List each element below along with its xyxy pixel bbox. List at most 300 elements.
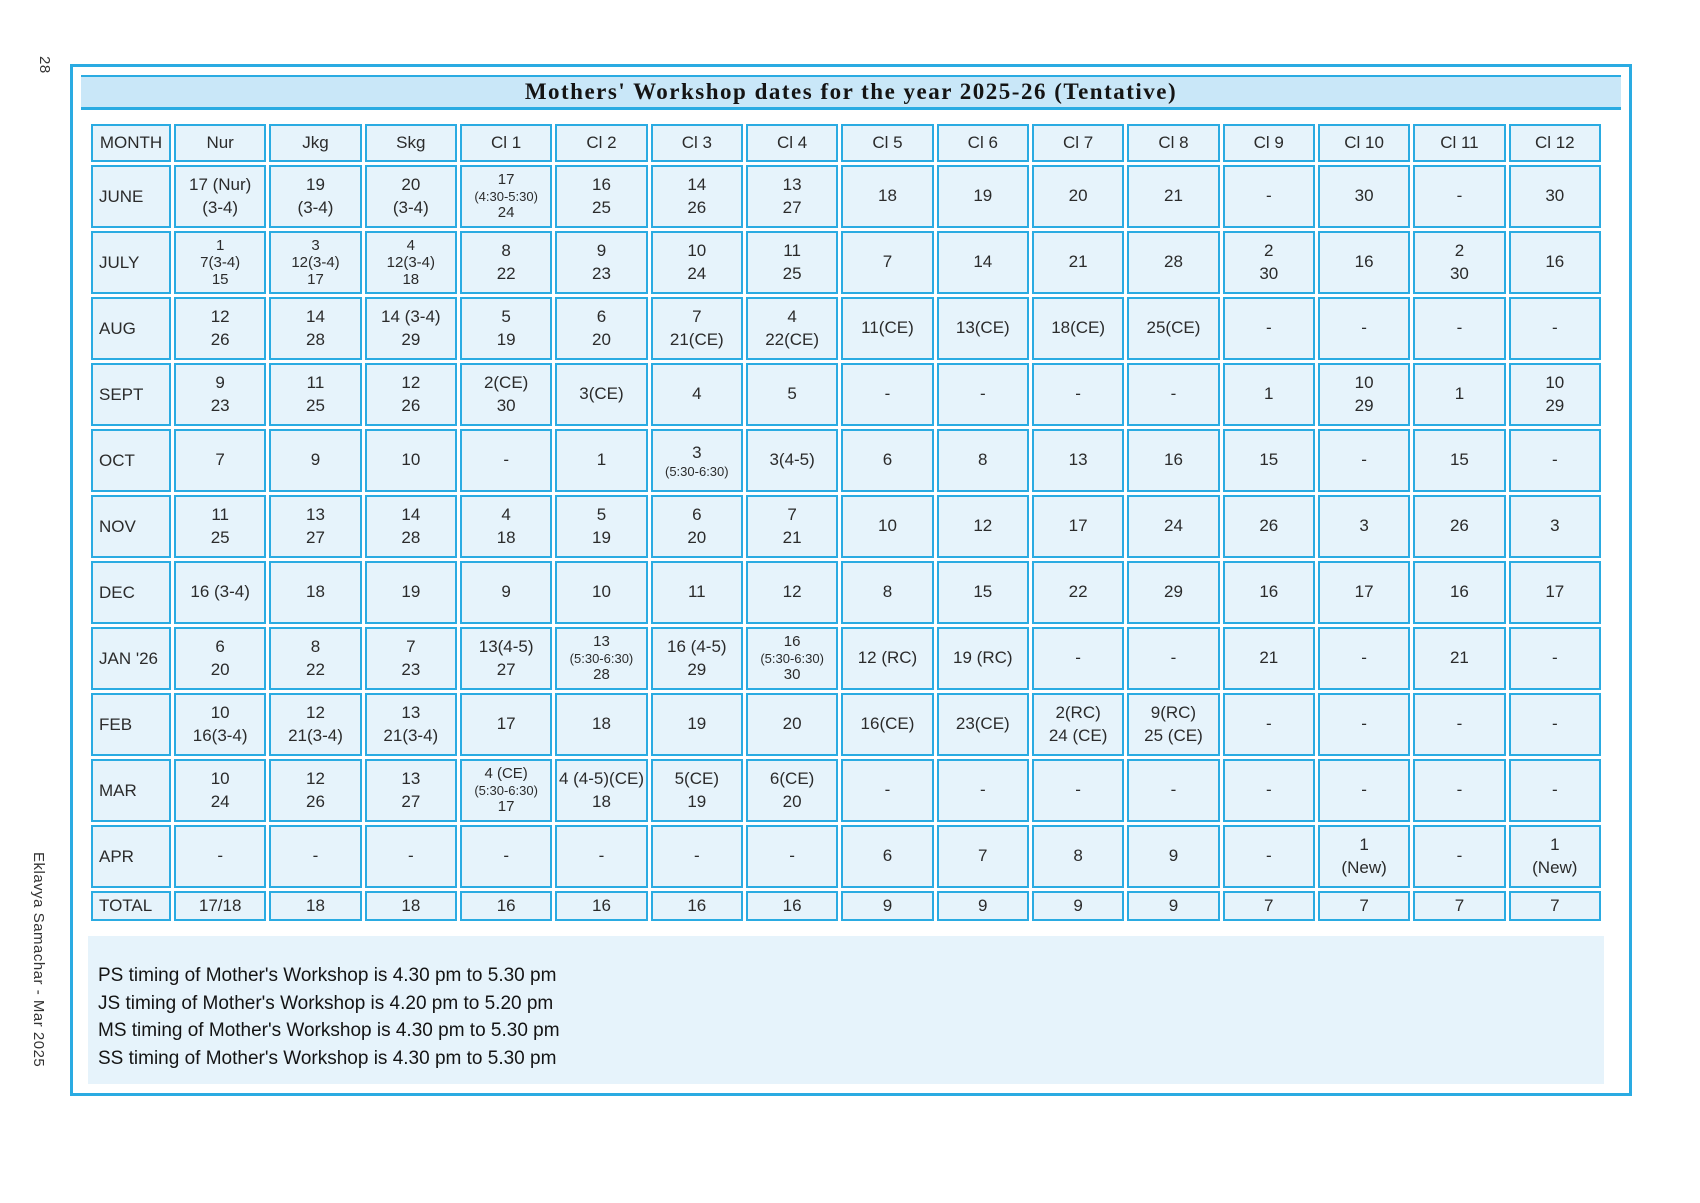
- cell-line: 13: [401, 703, 421, 723]
- cell-line: 23: [592, 263, 611, 283]
- cell-line: 16 (3-4): [190, 582, 250, 602]
- cell-line: 12: [401, 373, 421, 393]
- cell-line: 17/18: [198, 895, 242, 915]
- cell-line: 10: [1354, 373, 1374, 393]
- cell-line: -: [789, 846, 795, 866]
- table-cell: [1509, 627, 1601, 690]
- cell-line: 22: [306, 659, 325, 679]
- cell-line: -: [1265, 714, 1272, 734]
- table-body: [91, 165, 1601, 921]
- table-cell: [1413, 165, 1505, 228]
- table-cell: [1032, 825, 1124, 888]
- cell-line: 14: [306, 307, 325, 327]
- cell-line: 7: [1550, 895, 1560, 915]
- cell-line: 16(CE): [860, 714, 915, 734]
- table-cell: [1413, 363, 1505, 426]
- table-row: [91, 825, 1601, 888]
- table-cell: [1127, 825, 1219, 888]
- row-month-label: JUNE: [91, 165, 171, 228]
- table-cell: [1318, 693, 1410, 756]
- cell-line: 16: [1354, 252, 1374, 272]
- table-row: [91, 759, 1601, 822]
- table-cell: [651, 825, 743, 888]
- cell-line: 9: [1168, 895, 1179, 915]
- table-cell: [365, 561, 457, 624]
- cell-line: 10: [401, 450, 421, 470]
- cell-line: 26: [210, 329, 230, 349]
- table-cell: [1509, 693, 1601, 756]
- row-month-label: SEPT: [91, 363, 171, 426]
- table-cell: [365, 165, 457, 228]
- cell-line: 5: [596, 505, 607, 525]
- cell-line: 7: [692, 307, 702, 327]
- cell-line: 8: [978, 450, 988, 470]
- table-cell: [1318, 561, 1410, 624]
- cell-line: 4: [692, 384, 702, 404]
- table-cell: [365, 297, 457, 360]
- cell-line: 19: [496, 329, 516, 349]
- cell-line: 26: [687, 197, 707, 217]
- cell-line: -: [503, 450, 509, 470]
- cell-line: -: [1075, 648, 1081, 668]
- cell-line: 18: [306, 582, 325, 602]
- column-header: Cl 4: [746, 124, 838, 162]
- cell-line: -: [1170, 648, 1177, 668]
- cell-line: 27: [401, 791, 421, 811]
- cell-line: 6: [215, 637, 225, 657]
- cell-line: 7: [978, 846, 988, 866]
- cell-line: -: [1265, 780, 1272, 800]
- cell-line: 18: [592, 791, 611, 811]
- note-line: JS timing of Mother's Workshop is 4.20 pm to 5.20 pm: [98, 992, 554, 1014]
- table-cell: [1223, 693, 1315, 756]
- table-cell: [937, 825, 1029, 888]
- cell-line: -: [1170, 780, 1177, 800]
- cell-line: 20: [592, 329, 611, 349]
- cell-line: 15: [1259, 450, 1279, 470]
- table-row: [91, 429, 1601, 492]
- column-header: Cl 7: [1032, 124, 1124, 162]
- table-cell: [1032, 495, 1124, 558]
- cell-line: (4:30-5:30): [474, 188, 538, 204]
- column-header: Cl 3: [651, 124, 743, 162]
- cell-line: -: [1361, 714, 1367, 734]
- cell-line: 19: [401, 582, 421, 602]
- table-cell: [1223, 627, 1315, 690]
- table-cell: [269, 759, 361, 822]
- cell-line: -: [1265, 186, 1272, 206]
- cell-line: 12: [210, 307, 230, 327]
- cell-line: 21(CE): [669, 329, 724, 349]
- table-cell: [841, 759, 933, 822]
- cell-line: 10: [210, 703, 230, 723]
- table-cell: [365, 495, 457, 558]
- table-cell: [937, 363, 1029, 426]
- cell-line: 24: [210, 791, 230, 811]
- table-cell: [1127, 627, 1219, 690]
- table-cell: [1509, 231, 1601, 294]
- cell-line: 9: [310, 450, 321, 470]
- cell-line: 7: [1454, 895, 1465, 915]
- cell-line: -: [1551, 714, 1558, 734]
- cell-line: 18: [402, 271, 420, 289]
- note-line: SS timing of Mother's Workshop is 4.30 pm to 5.30 pm: [98, 1047, 557, 1069]
- table-cell: [1127, 429, 1219, 492]
- cell-line: -: [1361, 648, 1367, 668]
- cell-line: 4: [406, 236, 415, 254]
- cell-line: 29: [1354, 395, 1374, 415]
- row-month-label: JAN '26: [91, 627, 171, 690]
- table-cell: [1223, 561, 1315, 624]
- cell-line: 4: [501, 505, 511, 525]
- cell-line: 17: [1068, 516, 1088, 536]
- table-cell: [269, 231, 361, 294]
- cell-line: (3-4): [392, 197, 429, 217]
- row-month-label: MAR: [91, 759, 171, 822]
- cell-line: (5:30-6:30): [474, 782, 538, 798]
- table-cell: [555, 825, 647, 888]
- table-cell: [365, 231, 457, 294]
- row-month-label: TOTAL: [91, 891, 171, 921]
- cell-line: 21: [1259, 648, 1279, 668]
- table-cell: [841, 825, 933, 888]
- cell-line: 20: [210, 659, 230, 679]
- cell-line: 12: [306, 769, 325, 789]
- table-cell: [1509, 561, 1601, 624]
- row-month-label: NOV: [91, 495, 171, 558]
- column-header: Jkg: [269, 124, 361, 162]
- table-cell: [1413, 429, 1505, 492]
- table-cell: [555, 429, 647, 492]
- cell-line: 7: [1359, 895, 1369, 915]
- table-cell: [651, 759, 743, 822]
- table-cell: [269, 297, 361, 360]
- column-header: Nur: [174, 124, 266, 162]
- cell-line: 17: [1354, 582, 1374, 602]
- table-cell: [1032, 561, 1124, 624]
- table-cell: [365, 825, 457, 888]
- cell-line: 22: [1068, 582, 1088, 602]
- cell-line: 5(CE): [674, 769, 719, 789]
- column-header: Cl 2: [555, 124, 647, 162]
- table-cell: [555, 231, 647, 294]
- table-cell: [1032, 891, 1124, 921]
- cell-line: 27: [306, 527, 325, 547]
- cell-line: 1: [596, 450, 607, 470]
- table-cell: [1318, 165, 1410, 228]
- cell-line: 30: [496, 395, 516, 415]
- cell-line: (5:30-6:30): [760, 650, 824, 666]
- cell-line: 8: [882, 582, 893, 602]
- cell-line: 3: [311, 236, 320, 254]
- cell-line: 4 (4-5)(CE): [558, 769, 644, 789]
- table-cell: [841, 429, 933, 492]
- cell-line: 13: [782, 175, 802, 195]
- cell-line: 11: [687, 582, 706, 602]
- table-cell: [1413, 825, 1505, 888]
- cell-line: 30: [1354, 186, 1374, 206]
- table-cell: [937, 561, 1029, 624]
- table-cell: [937, 693, 1029, 756]
- cell-line: 20: [782, 714, 802, 734]
- table-cell: [1318, 825, 1410, 888]
- cell-line: 23(CE): [955, 714, 1010, 734]
- table-cell: [746, 759, 838, 822]
- table-cell: [1509, 759, 1601, 822]
- cell-line: 28: [1163, 252, 1183, 272]
- cell-line: 1: [1454, 384, 1465, 404]
- table-cell: [269, 627, 361, 690]
- table-cell: [1413, 759, 1505, 822]
- table-cell: [651, 165, 743, 228]
- cell-line: 28: [593, 666, 610, 684]
- table-cell: [365, 429, 457, 492]
- cell-line: 12: [306, 703, 325, 723]
- cell-line: 13: [1068, 450, 1088, 470]
- cell-line: (New): [1532, 857, 1578, 877]
- cell-line: 17 (Nur): [188, 175, 252, 195]
- cell-line: 16: [1545, 252, 1565, 272]
- cell-line: 9: [596, 241, 607, 261]
- table-cell: [365, 891, 457, 921]
- table-cell: [841, 495, 933, 558]
- cell-line: 30: [1545, 186, 1565, 206]
- page-frame: [70, 64, 1632, 1096]
- cell-line: 28: [401, 527, 421, 547]
- table-cell: [1127, 693, 1219, 756]
- cell-line: 9(RC): [1150, 703, 1197, 723]
- table-cell: [1127, 297, 1219, 360]
- table-cell: [651, 363, 743, 426]
- table-cell: [174, 363, 266, 426]
- table-cell: [651, 297, 743, 360]
- table-cell: [746, 891, 838, 921]
- table-cell: [1223, 825, 1315, 888]
- cell-line: 17: [1545, 582, 1565, 602]
- cell-line: 12(3-4): [291, 253, 340, 271]
- table-cell: [651, 561, 743, 624]
- cell-line: 16(3-4): [192, 725, 248, 745]
- cell-line: 29: [1163, 582, 1183, 602]
- table-cell: [937, 231, 1029, 294]
- table-cell: [1223, 495, 1315, 558]
- cell-line: 23: [210, 395, 230, 415]
- cell-line: 2(RC): [1055, 703, 1101, 723]
- table-cell: [746, 363, 838, 426]
- column-header: Cl 6: [937, 124, 1029, 162]
- cell-line: 21: [1163, 186, 1183, 206]
- cell-line: 8: [1073, 846, 1083, 866]
- table-cell: [746, 495, 838, 558]
- cell-line: 14: [401, 505, 421, 525]
- cell-line: 16: [783, 633, 801, 651]
- table-cell: [1127, 165, 1219, 228]
- cell-line: 13: [401, 769, 421, 789]
- table-cell: [1413, 891, 1505, 921]
- table-cell: [746, 561, 838, 624]
- table-cell: [174, 429, 266, 492]
- column-header: MONTH: [91, 124, 171, 162]
- table-row: [91, 561, 1601, 624]
- table-cell: [365, 759, 457, 822]
- cell-line: (5:30-6:30): [569, 650, 634, 666]
- cell-line: 10: [1545, 373, 1565, 393]
- cell-line: 18: [306, 895, 325, 915]
- cell-line: 12(3-4): [386, 253, 435, 271]
- cell-line: -: [1456, 780, 1463, 800]
- table-cell: [174, 297, 266, 360]
- cell-line: 7: [787, 505, 797, 525]
- table-cell: [937, 495, 1029, 558]
- row-month-label: AUG: [91, 297, 171, 360]
- table-cell: [1127, 561, 1219, 624]
- cell-line: 7: [1264, 895, 1274, 915]
- cell-line: 21: [1068, 252, 1088, 272]
- cell-line: 6: [596, 307, 607, 327]
- table-cell: [841, 231, 933, 294]
- cell-line: 13: [306, 505, 325, 525]
- cell-line: 30: [1259, 263, 1279, 283]
- table-cell: [460, 561, 552, 624]
- cell-line: 13: [593, 633, 610, 651]
- table-cell: [1509, 825, 1601, 888]
- column-header: Cl 1: [460, 124, 552, 162]
- cell-line: 30: [1449, 263, 1469, 283]
- column-header: Cl 11: [1413, 124, 1505, 162]
- cell-line: 15: [1449, 450, 1469, 470]
- table-cell: [1318, 363, 1410, 426]
- cell-line: 24: [497, 204, 515, 222]
- cell-line: 16: [592, 175, 611, 195]
- table-cell: [937, 165, 1029, 228]
- table-cell: [746, 429, 838, 492]
- cell-line: 5: [501, 307, 511, 327]
- cell-line: (3-4): [202, 197, 239, 217]
- cell-line: 7: [406, 637, 416, 657]
- workshop-table: [88, 121, 1604, 924]
- cell-line: 25: [592, 197, 611, 217]
- cell-line: 29: [401, 329, 421, 349]
- cell-line: 20: [1068, 186, 1088, 206]
- cell-line: -: [1265, 318, 1272, 338]
- table-cell: [460, 693, 552, 756]
- cell-line: 16 (4-5): [667, 637, 727, 657]
- cell-line: -: [1551, 318, 1558, 338]
- table-cell: [555, 759, 647, 822]
- cell-line: 19: [306, 175, 325, 195]
- cell-line: 3(CE): [579, 384, 624, 404]
- table-cell: [1032, 627, 1124, 690]
- table-cell: [1127, 891, 1219, 921]
- cell-line: 12: [973, 516, 993, 536]
- cell-line: 18: [592, 714, 611, 734]
- cell-line: 15: [211, 271, 229, 289]
- cell-line: 14 (3-4): [381, 307, 441, 327]
- table-row: [91, 297, 1601, 360]
- row-month-label: OCT: [91, 429, 171, 492]
- table-cell: [174, 891, 266, 921]
- cell-line: 24 (CE): [1048, 725, 1108, 745]
- note-line: MS timing of Mother's Workshop is 4.30 pm to 5.30 pm: [98, 1020, 560, 1042]
- table-cell: [269, 495, 361, 558]
- cell-line: 29: [687, 659, 707, 679]
- table-cell: [746, 297, 838, 360]
- table-row: [91, 165, 1601, 228]
- table-cell: [174, 231, 266, 294]
- cell-line: 25: [210, 527, 230, 547]
- table-cell: [1318, 891, 1410, 921]
- table-cell: [841, 891, 933, 921]
- cell-line: -: [1075, 780, 1081, 800]
- cell-line: 13(CE): [955, 318, 1010, 338]
- table-cell: [174, 627, 266, 690]
- cell-line: 9: [978, 895, 988, 915]
- cell-line: 10: [592, 582, 611, 602]
- column-header: Cl 5: [841, 124, 933, 162]
- cell-line: 9: [215, 373, 225, 393]
- table-cell: [460, 363, 552, 426]
- cell-line: 2: [1454, 241, 1465, 261]
- cell-line: 9: [1073, 895, 1083, 915]
- table-cell: [1509, 891, 1601, 921]
- table-cell: [1223, 363, 1315, 426]
- cell-line: 17: [307, 271, 324, 289]
- cell-line: (3-4): [297, 197, 334, 217]
- table-cell: [651, 891, 743, 921]
- column-header: Cl 8: [1127, 124, 1219, 162]
- cell-line: 24: [687, 263, 707, 283]
- cell-line: 14: [973, 252, 993, 272]
- cell-line: 8: [310, 637, 321, 657]
- cell-line: 25: [782, 263, 802, 283]
- cell-line: 22: [496, 263, 516, 283]
- table-cell: [1413, 561, 1505, 624]
- table-cell: [746, 627, 838, 690]
- table-row: [91, 693, 1601, 756]
- column-header: Skg: [365, 124, 457, 162]
- cell-line: 17: [497, 171, 515, 189]
- table-cell: [1318, 231, 1410, 294]
- cell-line: 23: [401, 659, 421, 679]
- cell-line: -: [503, 846, 509, 866]
- cell-line: -: [693, 846, 700, 866]
- table-cell: [746, 165, 838, 228]
- cell-line: 2: [1264, 241, 1274, 261]
- cell-line: 14: [687, 175, 707, 195]
- table-cell: [651, 627, 743, 690]
- cell-line: 16: [592, 895, 611, 915]
- cell-line: 3: [1359, 516, 1369, 536]
- table-cell: [937, 297, 1029, 360]
- cell-line: -: [1551, 780, 1558, 800]
- table-cell: [841, 165, 933, 228]
- table-cell: [1413, 627, 1505, 690]
- cell-line: 8: [501, 241, 511, 261]
- cell-line: 24: [1163, 516, 1183, 536]
- table-cell: [841, 363, 933, 426]
- table-row: [91, 627, 1601, 690]
- cell-line: 26: [401, 395, 421, 415]
- table-cell: [937, 891, 1029, 921]
- page-number: 28: [36, 56, 53, 74]
- cell-line: 6: [882, 846, 893, 866]
- table-cell: [460, 165, 552, 228]
- table-cell: [460, 759, 552, 822]
- cell-line: 15: [973, 582, 993, 602]
- cell-line: 5: [787, 384, 797, 404]
- cell-line: -: [1170, 384, 1177, 404]
- cell-line: 9: [501, 582, 511, 602]
